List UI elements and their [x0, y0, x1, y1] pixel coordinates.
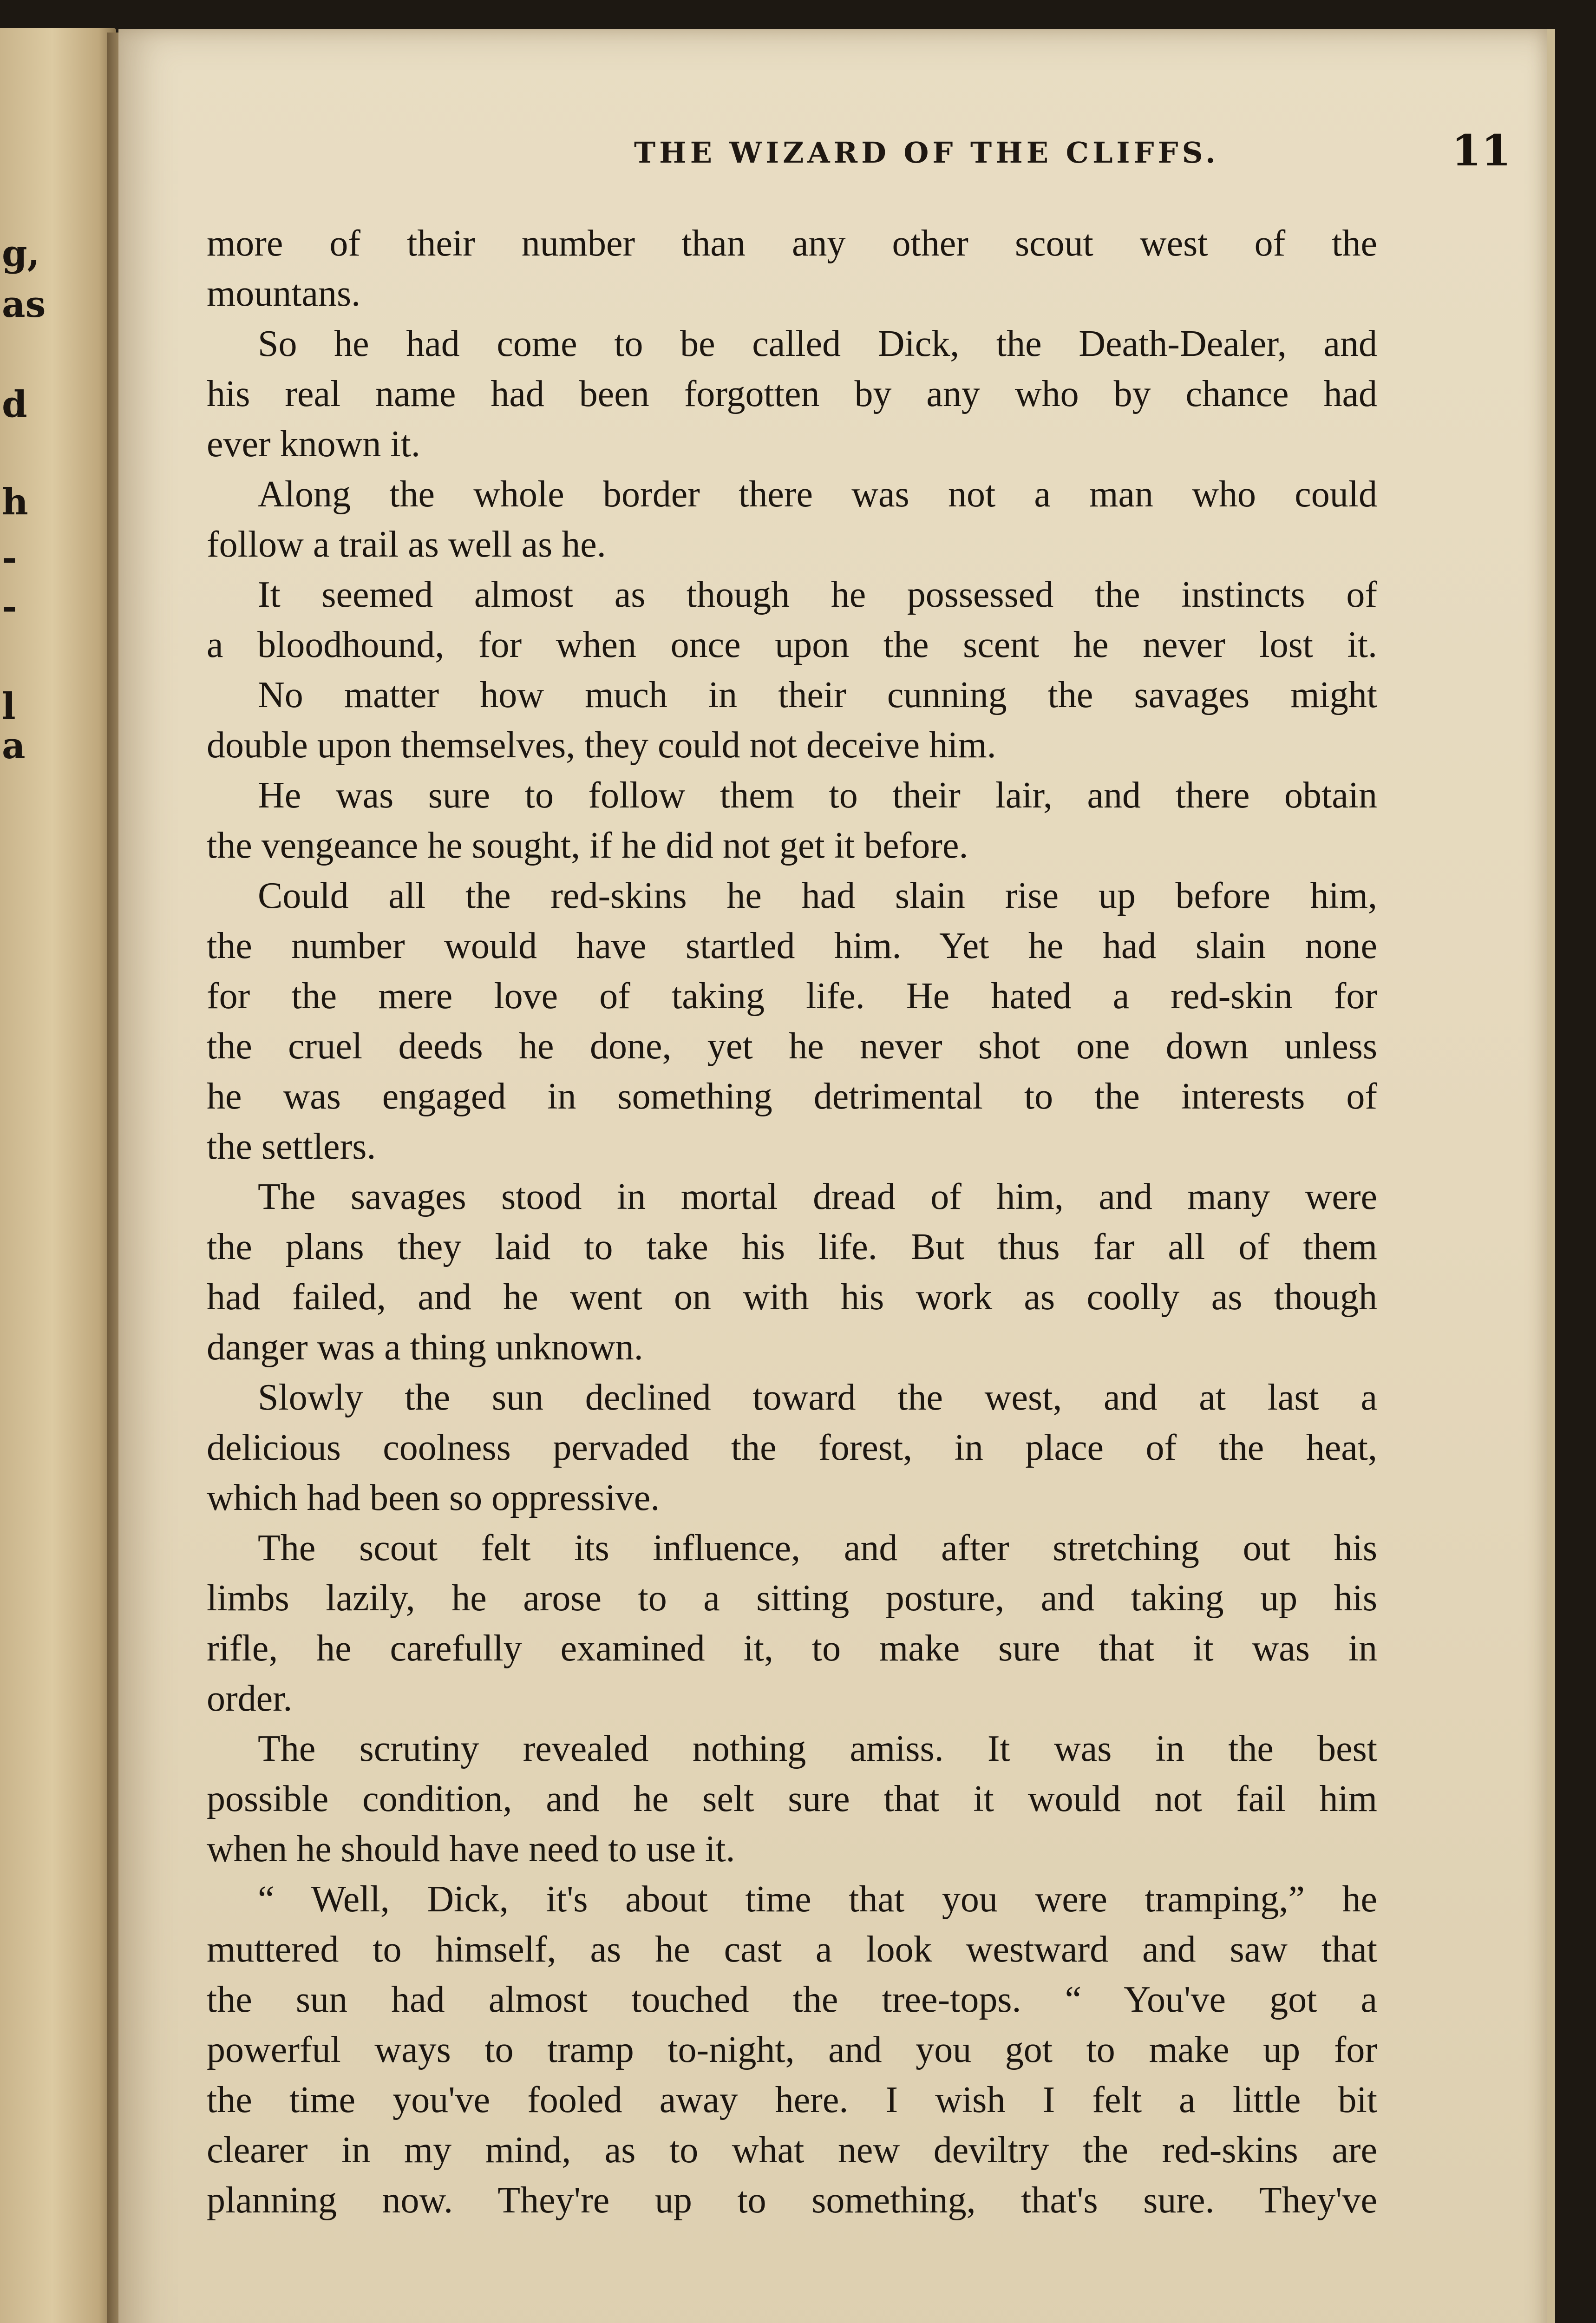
text-line: No matter how much in their cunning the savages might — [258, 675, 1377, 715]
text-line: the settlers. — [207, 1126, 376, 1167]
text-line: “ Well, Dick, it's about time that you were tramping,” he — [258, 1879, 1377, 1920]
text-line: more of their number than any other scout west of the — [207, 223, 1377, 264]
text-line: he was engaged in something detrimental to the interests of — [207, 1076, 1377, 1117]
text-line: So he had come to be called Dick, the Death-Dealer, and — [258, 323, 1377, 364]
left-page-fragment: h — [2, 481, 28, 523]
left-page-fragment: - — [2, 537, 17, 579]
left-page-fragment: g, — [2, 232, 40, 275]
text-line: for the mere love of taking life. He hated a red-skin for — [207, 976, 1377, 1017]
text-line: the vengeance he sought, if he did not get it before. — [207, 825, 968, 866]
text-line: The scout felt its influence, and after stretching out his — [258, 1528, 1377, 1568]
left-page-edge — [0, 28, 116, 2323]
text-line: It seemed almost as though he possessed the instincts of — [258, 574, 1377, 615]
text-line: danger was a thing unknown. — [207, 1327, 643, 1368]
text-line: which had been so oppressive. — [207, 1477, 660, 1518]
text-line: He was sure to follow them to their lair, and there obtain — [258, 775, 1377, 816]
text-line: delicious coolness pervaded the forest, in place of the heat, — [207, 1427, 1377, 1468]
page-number: 11 — [1452, 125, 1511, 176]
text-line: rifle, he carefully examined it, to make sure that it was in — [207, 1628, 1377, 1669]
text-line: ever known it. — [207, 424, 420, 465]
text-line: double upon themselves, they could not deceive him. — [207, 725, 996, 766]
left-page-fragment: a — [2, 725, 26, 767]
left-page-fragment: as — [2, 283, 46, 326]
text-line: limbs lazily, he arose to a sitting posture, and taking up his — [207, 1578, 1377, 1619]
text-line: powerful ways to tramp to-night, and you got to make up for — [207, 2029, 1377, 2070]
text-line: a bloodhound, for when once upon the scent he never lost it. — [207, 624, 1377, 665]
text-line: Could all the red-skins he had slain rise up before him, — [258, 875, 1377, 916]
text-line: mountans. — [207, 273, 361, 314]
text-line: order. — [207, 1678, 293, 1719]
text-line: clearer in my mind, as to what new deviltry the red-skins are — [207, 2130, 1377, 2171]
text-line: follow a trail as well as he. — [207, 524, 606, 565]
text-line: muttered to himself, as he cast a look westward and saw that — [207, 1929, 1377, 1970]
body-text — [207, 218, 1377, 2225]
text-line: the time you've fooled away here. I wish I felt a little bit — [207, 2080, 1377, 2120]
text-line: the cruel deeds he done, yet he never shot one down unless — [207, 1026, 1377, 1067]
text-line: the sun had almost touched the tree-tops. “ You've got a — [207, 1979, 1377, 2020]
text-line: planning now. They're up to something, that's sure. They've — [207, 2180, 1377, 2221]
running-head: THE WIZARD OF THE CLIFFS. — [634, 136, 1219, 170]
text-line: The scrutiny revealed nothing amiss. It was in the best — [258, 1728, 1377, 1769]
text-line: The savages stood in mortal dread of him, and many were — [258, 1176, 1377, 1217]
text-line: when he should have need to use it. — [207, 1829, 735, 1870]
text-line: Along the whole border there was not a man who could — [258, 474, 1377, 515]
left-page-fragment: d — [2, 383, 27, 426]
text-line: his real name had been forgotten by any who by chance had — [207, 374, 1377, 414]
text-line: had failed, and he went on with his work as coolly as though — [207, 1277, 1377, 1318]
text-line: possible condition, and he selt sure that it would not fail him — [207, 1778, 1377, 1819]
text-line: the number would have startled him. Yet he had slain none — [207, 925, 1377, 966]
text-line: Slowly the sun declined toward the west, and at last a — [258, 1377, 1377, 1418]
text-line: the plans they laid to take his life. But thus far all of them — [207, 1227, 1377, 1267]
left-page-fragment: l — [2, 685, 16, 728]
left-page-fragment: - — [2, 585, 17, 628]
